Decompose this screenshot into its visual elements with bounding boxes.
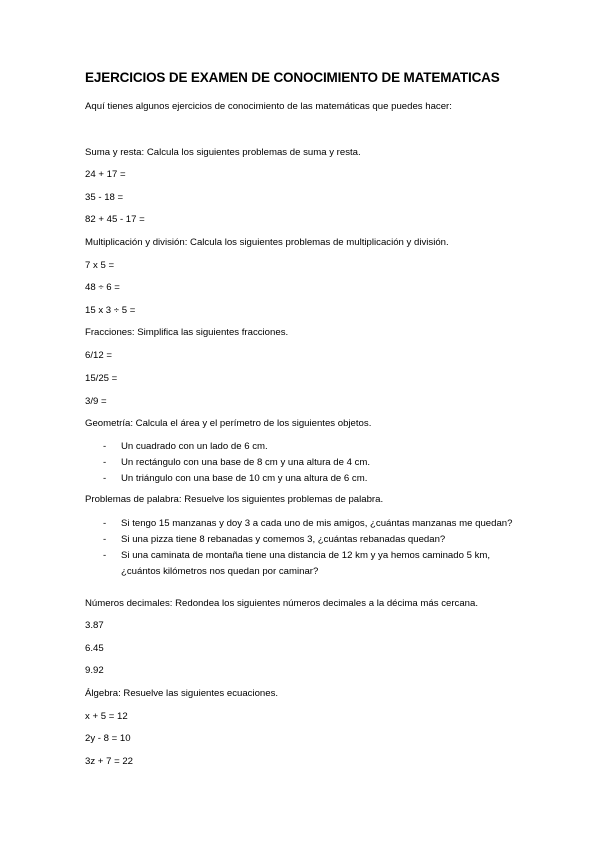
exercise-item: 24 + 17 = [85, 169, 126, 180]
bullet-marker: - [103, 473, 107, 484]
exercise-item: 2y - 8 = 10 [85, 733, 131, 744]
bullet-marker: - [103, 441, 107, 452]
list-item: Un rectángulo con una base de 8 cm y una altura de 4 cm. [121, 457, 371, 468]
section-heading-suma-resta: Suma y resta: Calcula los siguientes problemas de suma y resta. [85, 147, 361, 158]
exercise-item: 6.45 [85, 643, 104, 654]
exercise-item: 3/9 = [85, 396, 107, 407]
list-item: Un cuadrado con un lado de 6 cm. [121, 441, 268, 452]
exercise-item: 15/25 = [85, 373, 118, 384]
document-title: EJERCICIOS DE EXAMEN DE CONOCIMIENTO DE MATEMATICAS [85, 70, 500, 85]
exercise-item: 48 ÷ 6 = [85, 282, 120, 293]
list-item: Un triángulo con una base de 10 cm y una altura de 6 cm. [121, 473, 368, 484]
exercise-item: 15 x 3 ÷ 5 = [85, 305, 136, 316]
exercise-item: 35 - 18 = [85, 192, 124, 203]
section-heading-multiplicacion: Multiplicación y división: Calcula los siguientes problemas de multiplicación y división. [85, 237, 449, 248]
exercise-item: 9.92 [85, 665, 104, 676]
bullet-marker: - [103, 534, 107, 545]
exercise-item: 3z + 7 = 22 [85, 756, 134, 767]
exercise-item: x + 5 = 12 [85, 711, 128, 722]
section-heading-fracciones: Fracciones: Simplifica las siguientes fracciones. [85, 327, 289, 338]
list-item: Si una pizza tiene 8 rebanadas y comemos 3, ¿cuántas rebanadas quedan? [121, 534, 446, 545]
exercise-item: 3.87 [85, 620, 104, 631]
list-item: Si una caminata de montaña tiene una distancia de 12 km y ya hemos caminado 5 km, ¿cuántos kilómetros nos quedan por caminar? [121, 550, 491, 577]
section-heading-algebra: Álgebra: Resuelve las siguientes ecuaciones. [85, 688, 279, 699]
section-heading-palabra: Problemas de palabra: Resuelve los siguientes problemas de palabra. [85, 494, 384, 505]
exercise-item: 82 + 45 - 17 = [85, 214, 145, 225]
section-heading-geometria: Geometría: Calcula el área y el perímetro de los siguientes objetos. [85, 418, 372, 429]
bullet-marker: - [103, 518, 107, 529]
bullet-marker: - [103, 457, 107, 468]
section-heading-decimales: Números decimales: Redondea los siguientes números decimales a la décima más cercana. [85, 598, 479, 609]
bullet-marker: - [103, 550, 107, 561]
list-item: Si tengo 15 manzanas y doy 3 a cada uno de mis amigos, ¿cuántas manzanas me quedan? [121, 518, 513, 529]
intro-text: Aquí tienes algunos ejercicios de conocimiento de las matemáticas que puedes hacer: [85, 101, 452, 112]
exercise-item: 7 x 5 = [85, 260, 115, 271]
exercise-item: 6/12 = [85, 350, 112, 361]
